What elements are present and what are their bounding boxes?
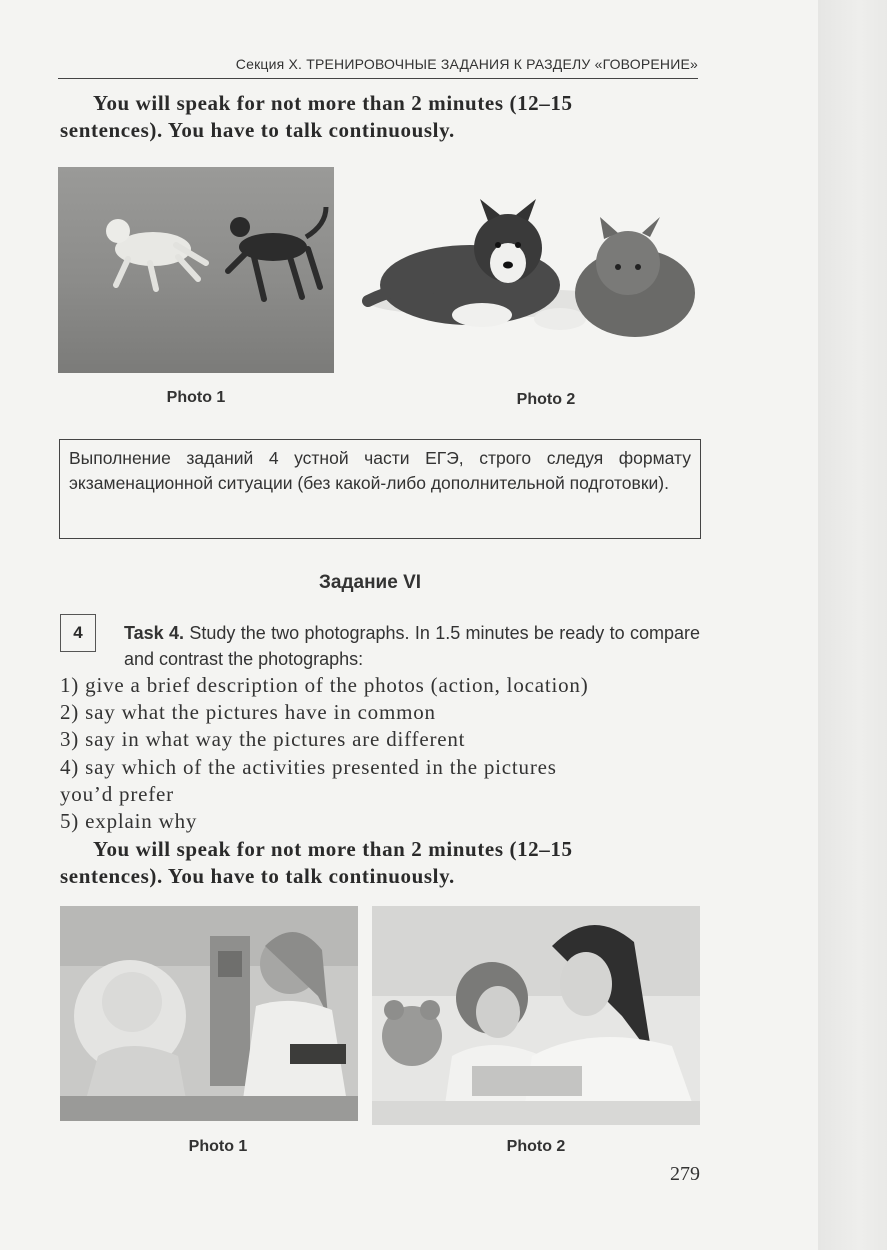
- top-photo-2: [360, 193, 700, 353]
- task-item-4-continued: you’d prefer: [60, 782, 174, 806]
- task-item-4: 4) say which of the activities presented in the pictures: [60, 755, 557, 779]
- header-rule: [58, 78, 698, 79]
- task-intro: [124, 620, 700, 672]
- task-instruction-line2: sentences). You have to talk continuously.: [60, 864, 455, 888]
- bottom-photo-1-caption: Photo 1: [188, 1138, 248, 1155]
- elderly-care-image: [60, 906, 358, 1121]
- top-photo-2-caption: Photo 2: [516, 391, 576, 408]
- top-instruction-line2: sentences). You have to talk continuously.: [60, 118, 455, 142]
- top-instruction: [60, 90, 700, 144]
- task-item-5: 5) explain why: [60, 809, 198, 833]
- task-item-1: 1) give a brief description of the photos (action, location): [60, 673, 589, 697]
- bottom-photo-2: [372, 906, 700, 1125]
- dogs-running-image: [58, 167, 334, 373]
- task-instruction-line1: You will speak for not more than 2 minutes (12–15: [93, 837, 573, 861]
- page-number: 279: [670, 1163, 700, 1185]
- task-item-3: 3) say in what way the pictures are different: [60, 727, 466, 751]
- mother-child-image: [372, 906, 700, 1125]
- task-instruction: [60, 836, 700, 890]
- bottom-photo-2-caption: Photo 2: [506, 1138, 566, 1155]
- top-photo-1-caption: Photo 1: [166, 389, 226, 406]
- bottom-photo-1: [60, 906, 358, 1121]
- task-label: Task 4.: [124, 623, 185, 643]
- running-head: Секция X. ТРЕНИРОВОЧНЫЕ ЗАДАНИЯ К РАЗДЕЛУ «ГОВОРЕНИЕ»: [235, 56, 698, 72]
- section-title: Задание VI: [318, 572, 422, 593]
- top-photo-1: [58, 167, 334, 373]
- page-edge: [818, 0, 887, 1250]
- note-box: Выполнение заданий 4 устной части ЕГЭ, строго следуя формату экзаменационной ситуации (без какой-либо дополнительной подготовки).: [59, 439, 701, 539]
- top-instruction-line1: You will speak for not more than 2 minutes (12–15: [93, 91, 573, 115]
- task-number-box: 4: [60, 614, 96, 652]
- puppy-kitten-image: [360, 193, 700, 353]
- task-item-2: 2) say what the pictures have in common: [60, 700, 436, 724]
- task-intro-text: Study the two photographs. In 1.5 minutes be ready to compare and contrast the photographs:: [124, 623, 700, 669]
